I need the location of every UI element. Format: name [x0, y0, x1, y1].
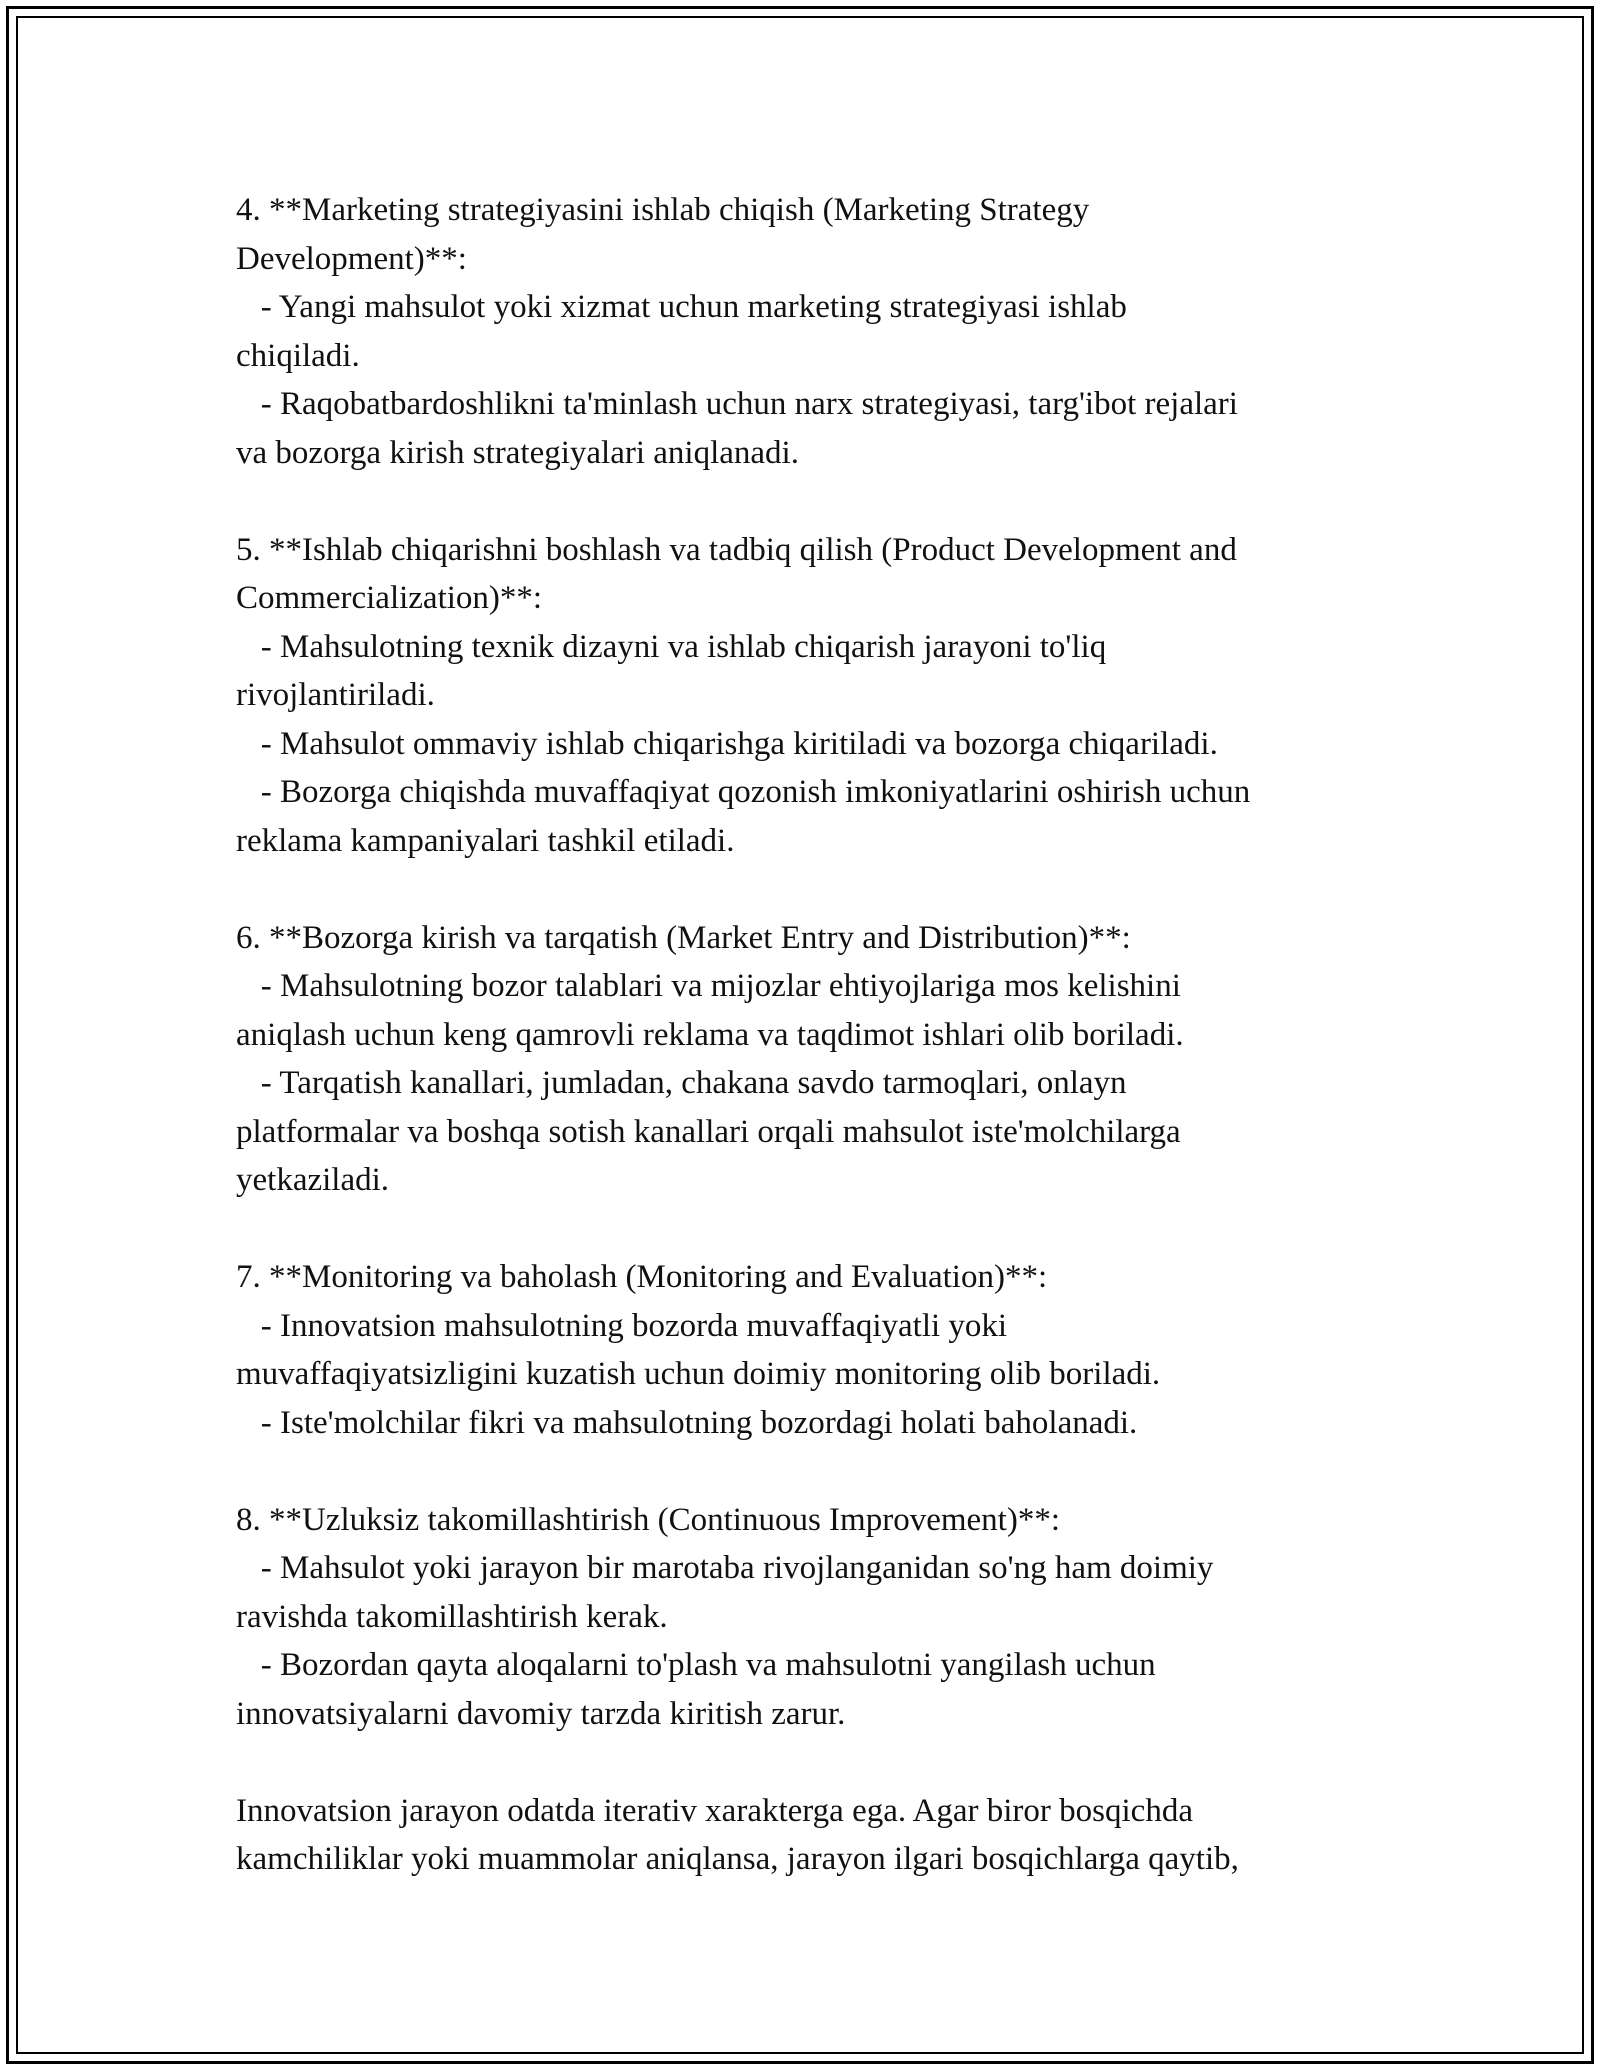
section-heading: 6. **Bozorga kirish va tarqatish (Market Entry and Distribution)**: — [236, 919, 1131, 956]
section-6-market-entry — [236, 914, 1376, 1205]
bullet-text-continued: ravishda takomillashtirish kerak. — [236, 1598, 668, 1635]
bullet-text: - Innovatsion mahsulotning bozorda muvaffaqiyatli yoki — [236, 1307, 1008, 1344]
bullet-text: - Tarqatish kanallari, jumladan, chakana savdo tarmoqlari, onlayn — [236, 1065, 1127, 1101]
section-4-marketing-strategy — [236, 186, 1376, 477]
bullet-text-continued: yetkaziladi. — [236, 1162, 390, 1198]
section-8-continuous-improvement — [236, 1496, 1376, 1739]
bullet-text: - Iste'molchilar fikri va mahsulotning bozordagi holati baholanadi. — [236, 1404, 1138, 1441]
paragraph-line: Innovatsion jarayon odatda iterativ xarakterga ega. Agar biror bosqichda — [236, 1792, 1193, 1829]
bullet-text-continued: platformalar va boshqa sotish kanallari orqali mahsulot iste'molchilarga — [236, 1113, 1181, 1150]
bullet-text: - Yangi mahsulot yoki xizmat uchun marketing strategiyasi ishlab — [236, 289, 1127, 325]
bullet-text-continued: muvaffaqiyatsizligini kuzatish uchun doimiy monitoring olib boriladi. — [236, 1356, 1161, 1392]
document-body — [236, 186, 1376, 1884]
section-7-monitoring — [236, 1253, 1376, 1447]
closing-paragraph — [236, 1787, 1376, 1884]
bullet-text: - Bozorga chiqishda muvaffaqiyat qozonish imkoniyatlarini oshirish uchun — [236, 774, 1251, 810]
paragraph-line: kamchiliklar yoki muammolar aniqlansa, jarayon ilgari bosqichlarga qaytib, — [236, 1841, 1239, 1877]
section-heading: 8. **Uzluksiz takomillashtirish (Continuous Improvement)**: — [236, 1501, 1060, 1538]
bullet-text: - Mahsulot yoki jarayon bir marotaba rivojlanganidan so'ng ham doimiy — [236, 1550, 1214, 1586]
bullet-text-continued: reklama kampaniyalari tashkil etiladi. — [236, 822, 735, 859]
section-heading: 4. **Marketing strategiyasini ishlab chiqish (Marketing Strategy — [236, 192, 1090, 228]
section-heading-continued: Development)**: — [236, 240, 467, 277]
bullet-text-continued: aniqlash uchun keng qamrovli reklama va taqdimot ishlari olib boriladi. — [236, 1016, 1184, 1053]
bullet-text-continued: va bozorga kirish strategiyalari aniqlanadi. — [236, 434, 799, 471]
bullet-text-continued: chiqiladi. — [236, 337, 360, 374]
section-5-product-development — [236, 526, 1376, 866]
section-heading: 5. **Ishlab chiqarishni boshlash va tadbiq qilish (Product Development and — [236, 531, 1237, 568]
section-heading: 7. **Monitoring va baholash (Monitoring and Evaluation)**: — [236, 1259, 1048, 1295]
bullet-text: - Raqobatbardoshlikni ta'minlash uchun narx strategiyasi, targ'ibot rejalari — [236, 386, 1238, 422]
section-heading-continued: Commercialization)**: — [236, 580, 543, 616]
bullet-text: - Mahsulot ommaviy ishlab chiqarishga kiritiladi va bozorga chiqariladi. — [236, 725, 1218, 762]
bullet-text: - Mahsulotning bozor talablari va mijozlar ehtiyojlariga mos kelishini — [236, 968, 1181, 1004]
bullet-text-continued: innovatsiyalarni davomiy tarzda kiritish zarur. — [236, 1695, 846, 1732]
bullet-text-continued: rivojlantiriladi. — [236, 677, 435, 713]
bullet-text: - Bozordan qayta aloqalarni to'plash va mahsulotni yangilash uchun — [236, 1647, 1156, 1683]
bullet-text: - Mahsulotning texnik dizayni va ishlab chiqarish jarayoni to'liq — [236, 628, 1107, 665]
